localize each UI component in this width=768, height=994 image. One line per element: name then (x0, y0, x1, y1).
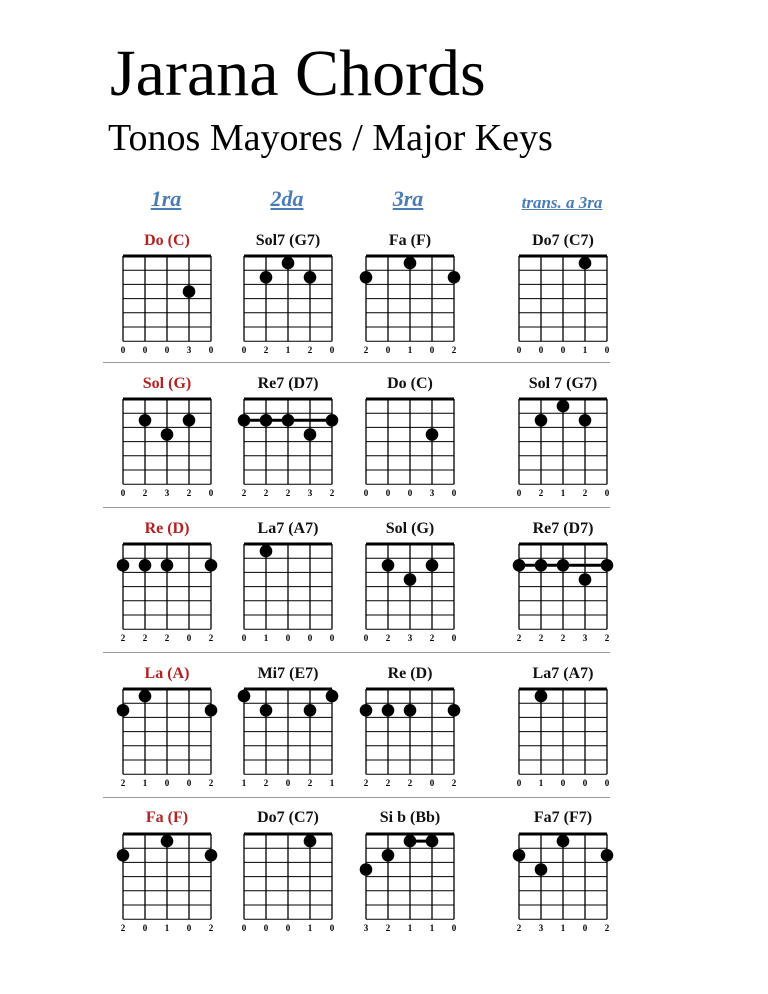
finger-dot (535, 863, 548, 876)
finger-dot (579, 573, 592, 586)
fret-number: 2 (307, 345, 313, 356)
finger-dot (326, 690, 339, 703)
fret-number: 2 (451, 778, 457, 789)
finger-dot (535, 690, 548, 703)
fret-number: 2 (451, 345, 457, 356)
fret-number: 0 (329, 345, 335, 356)
fret-number: 0 (241, 633, 247, 644)
chord-name: La7 (A7) (532, 665, 594, 682)
finger-dot (382, 849, 395, 862)
chord-diagram (351, 822, 469, 934)
fret-number: 2 (538, 633, 544, 644)
finger-dot (238, 690, 251, 703)
fret-number: 0 (560, 778, 566, 789)
chord-diagram (229, 677, 347, 789)
fret-number: 1 (429, 923, 435, 934)
fret-number: 0 (307, 633, 313, 644)
chord-diagram (108, 387, 226, 499)
fret-number: 2 (363, 778, 369, 789)
finger-dot (557, 400, 570, 413)
fret-number: 1 (560, 488, 566, 499)
row-separator (103, 362, 610, 363)
chord-name: Si b (Bb) (379, 809, 441, 826)
chord-diagram (229, 822, 347, 934)
column-header-1ra: 1ra (150, 186, 182, 211)
chord-name: Sol7 (G7) (255, 232, 321, 249)
fret-number: 2 (363, 345, 369, 356)
finger-dot (382, 559, 395, 572)
fret-number: 0 (516, 778, 522, 789)
page-subtitle: Tonos Mayores / Major Keys (108, 117, 553, 159)
fret-number: 1 (582, 345, 588, 356)
fret-number: 0 (241, 923, 247, 934)
fret-number: 2 (604, 633, 610, 644)
chord-name: Sol (G) (385, 520, 435, 537)
finger-dot (205, 704, 218, 717)
chord-name: Re7 (D7) (257, 375, 319, 392)
fret-number: 2 (208, 633, 214, 644)
fret-number: 0 (604, 778, 610, 789)
fret-number: 0 (164, 778, 170, 789)
finger-dot (404, 835, 417, 848)
chord-diagram (504, 532, 622, 644)
chord-name: Do (C) (144, 232, 190, 249)
finger-dot (117, 559, 130, 572)
finger-dot (404, 704, 417, 717)
finger-dot (139, 690, 152, 703)
fret-number: 0 (285, 633, 291, 644)
fret-number: 1 (307, 923, 313, 934)
chord-name: Sol 7 (G7) (528, 375, 598, 392)
fret-number: 0 (329, 923, 335, 934)
fret-number: 3 (307, 488, 313, 499)
fret-number: 0 (407, 488, 413, 499)
chord-diagram (504, 244, 622, 356)
fret-number: 0 (451, 488, 457, 499)
finger-dot (260, 271, 273, 284)
finger-dot (448, 704, 461, 717)
finger-dot (161, 559, 174, 572)
chord-name: Do7 (C7) (257, 809, 319, 826)
fret-number: 3 (363, 923, 369, 934)
fret-number: 2 (582, 488, 588, 499)
fret-number: 2 (285, 488, 291, 499)
finger-dot (304, 271, 317, 284)
fret-number: 0 (363, 633, 369, 644)
fret-number: 2 (385, 778, 391, 789)
fret-number: 0 (582, 923, 588, 934)
fret-number: 0 (208, 345, 214, 356)
row-separator (103, 507, 610, 508)
fret-number: 0 (164, 345, 170, 356)
fret-number: 1 (263, 633, 269, 644)
chord-diagram (504, 822, 622, 934)
fret-number: 2 (538, 488, 544, 499)
chord-diagram (351, 387, 469, 499)
chord-name: Do (C) (387, 375, 433, 392)
fret-number: 0 (186, 633, 192, 644)
fret-number: 2 (429, 633, 435, 644)
row-separator (103, 652, 610, 653)
column-header-2da: 2da (270, 186, 304, 211)
fret-number: 3 (538, 923, 544, 934)
fret-number: 0 (538, 345, 544, 356)
chord-name: Re (D) (144, 520, 190, 537)
fret-number: 2 (516, 633, 522, 644)
fret-number: 0 (516, 345, 522, 356)
fret-number: 0 (186, 778, 192, 789)
finger-dot (260, 704, 273, 717)
finger-dot (404, 573, 417, 586)
finger-dot (205, 559, 218, 572)
finger-dot (304, 704, 317, 717)
finger-dot (382, 704, 395, 717)
finger-dot (139, 559, 152, 572)
fret-number: 0 (285, 778, 291, 789)
fret-number: 2 (329, 488, 335, 499)
fret-number: 0 (385, 488, 391, 499)
fret-number: 0 (560, 345, 566, 356)
chord-diagram (229, 244, 347, 356)
finger-dot (426, 428, 439, 441)
fret-number: 0 (451, 633, 457, 644)
finger-dot (183, 285, 196, 298)
fret-number: 0 (429, 778, 435, 789)
fret-number: 2 (560, 633, 566, 644)
chord-name: Do7 (C7) (532, 232, 594, 249)
fret-number: 1 (142, 778, 148, 789)
finger-dot (513, 559, 526, 572)
fret-number: 3 (407, 633, 413, 644)
chord-name: Mi7 (E7) (257, 665, 319, 682)
finger-dot (304, 835, 317, 848)
chord-name: Sol (G) (142, 375, 192, 392)
finger-dot (360, 704, 373, 717)
finger-dot (360, 863, 373, 876)
finger-dot (448, 271, 461, 284)
fret-number: 1 (285, 345, 291, 356)
finger-dot (117, 704, 130, 717)
fret-number: 0 (516, 488, 522, 499)
chord-name: La7 (A7) (257, 520, 319, 537)
chord-diagram (229, 387, 347, 499)
chord-diagram (108, 532, 226, 644)
fret-number: 0 (385, 345, 391, 356)
finger-dot (161, 835, 174, 848)
fret-number: 2 (263, 345, 269, 356)
fret-number: 3 (429, 488, 435, 499)
finger-dot (426, 559, 439, 572)
chord-name: Re7 (D7) (532, 520, 594, 537)
chord-diagram (229, 532, 347, 644)
fret-number: 0 (285, 923, 291, 934)
fret-number: 2 (120, 633, 126, 644)
finger-dot (513, 849, 526, 862)
fret-number: 2 (263, 488, 269, 499)
chord-name: Fa7 (F7) (533, 809, 593, 826)
chord-diagram (108, 822, 226, 934)
fret-number: 0 (142, 345, 148, 356)
finger-dot (579, 257, 592, 270)
fret-number: 3 (582, 633, 588, 644)
finger-dot (117, 849, 130, 862)
fret-number: 2 (142, 633, 148, 644)
chord-name: Fa (F) (145, 809, 189, 826)
fret-number: 2 (120, 778, 126, 789)
fret-number: 2 (407, 778, 413, 789)
fret-number: 0 (604, 345, 610, 356)
fret-number: 2 (120, 923, 126, 934)
fret-number: 1 (241, 778, 247, 789)
fret-number: 1 (538, 778, 544, 789)
fret-number: 2 (263, 778, 269, 789)
fret-number: 0 (363, 488, 369, 499)
fret-number: 2 (186, 488, 192, 499)
chord-diagram (351, 244, 469, 356)
chord-diagram (108, 244, 226, 356)
finger-dot (282, 414, 295, 427)
finger-dot (183, 414, 196, 427)
fret-number: 0 (208, 488, 214, 499)
fret-number: 1 (329, 778, 335, 789)
fret-number: 2 (385, 923, 391, 934)
fret-number: 0 (429, 345, 435, 356)
fret-number: 2 (604, 923, 610, 934)
fret-number: 2 (385, 633, 391, 644)
fret-number: 0 (451, 923, 457, 934)
fret-number: 0 (120, 345, 126, 356)
finger-dot (404, 257, 417, 270)
fret-number: 2 (516, 923, 522, 934)
fret-number: 3 (186, 345, 192, 356)
fret-number: 0 (263, 923, 269, 934)
fret-number: 0 (604, 488, 610, 499)
fret-number: 2 (307, 778, 313, 789)
chord-diagram (351, 677, 469, 789)
finger-dot (238, 414, 251, 427)
finger-dot (139, 414, 152, 427)
fret-number: 0 (186, 923, 192, 934)
finger-dot (601, 849, 614, 862)
finger-dot (205, 849, 218, 862)
fret-number: 0 (329, 633, 335, 644)
finger-dot (260, 414, 273, 427)
fret-number: 2 (208, 923, 214, 934)
finger-dot (360, 271, 373, 284)
chord-name: La (A) (144, 665, 190, 682)
chord-name: Re (D) (387, 665, 433, 682)
fret-number: 1 (164, 923, 170, 934)
finger-dot (326, 414, 339, 427)
chord-diagram (108, 677, 226, 789)
fret-number: 0 (142, 923, 148, 934)
fret-number: 0 (120, 488, 126, 499)
fret-number: 2 (241, 488, 247, 499)
finger-dot (557, 835, 570, 848)
chord-diagram (504, 387, 622, 499)
finger-dot (601, 559, 614, 572)
finger-dot (260, 545, 273, 558)
finger-dot (304, 428, 317, 441)
fret-number: 1 (407, 923, 413, 934)
finger-dot (282, 257, 295, 270)
finger-dot (161, 428, 174, 441)
fret-number: 0 (241, 345, 247, 356)
finger-dot (535, 559, 548, 572)
page-title: Jarana Chords (110, 37, 486, 110)
fret-number: 2 (208, 778, 214, 789)
fret-number: 2 (164, 633, 170, 644)
fret-number: 0 (582, 778, 588, 789)
fret-number: 2 (142, 488, 148, 499)
finger-dot (535, 414, 548, 427)
column-header-trans-3ra: trans. a 3ra (521, 193, 603, 212)
chord-name: Fa (F) (388, 232, 432, 249)
finger-dot (579, 414, 592, 427)
fret-number: 1 (560, 923, 566, 934)
finger-dot (557, 559, 570, 572)
fret-number: 1 (407, 345, 413, 356)
chord-diagram (351, 532, 469, 644)
chord-diagram (504, 677, 622, 789)
row-separator (103, 797, 610, 798)
column-header-3ra: 3ra (392, 186, 424, 211)
fret-number: 3 (164, 488, 170, 499)
finger-dot (426, 835, 439, 848)
